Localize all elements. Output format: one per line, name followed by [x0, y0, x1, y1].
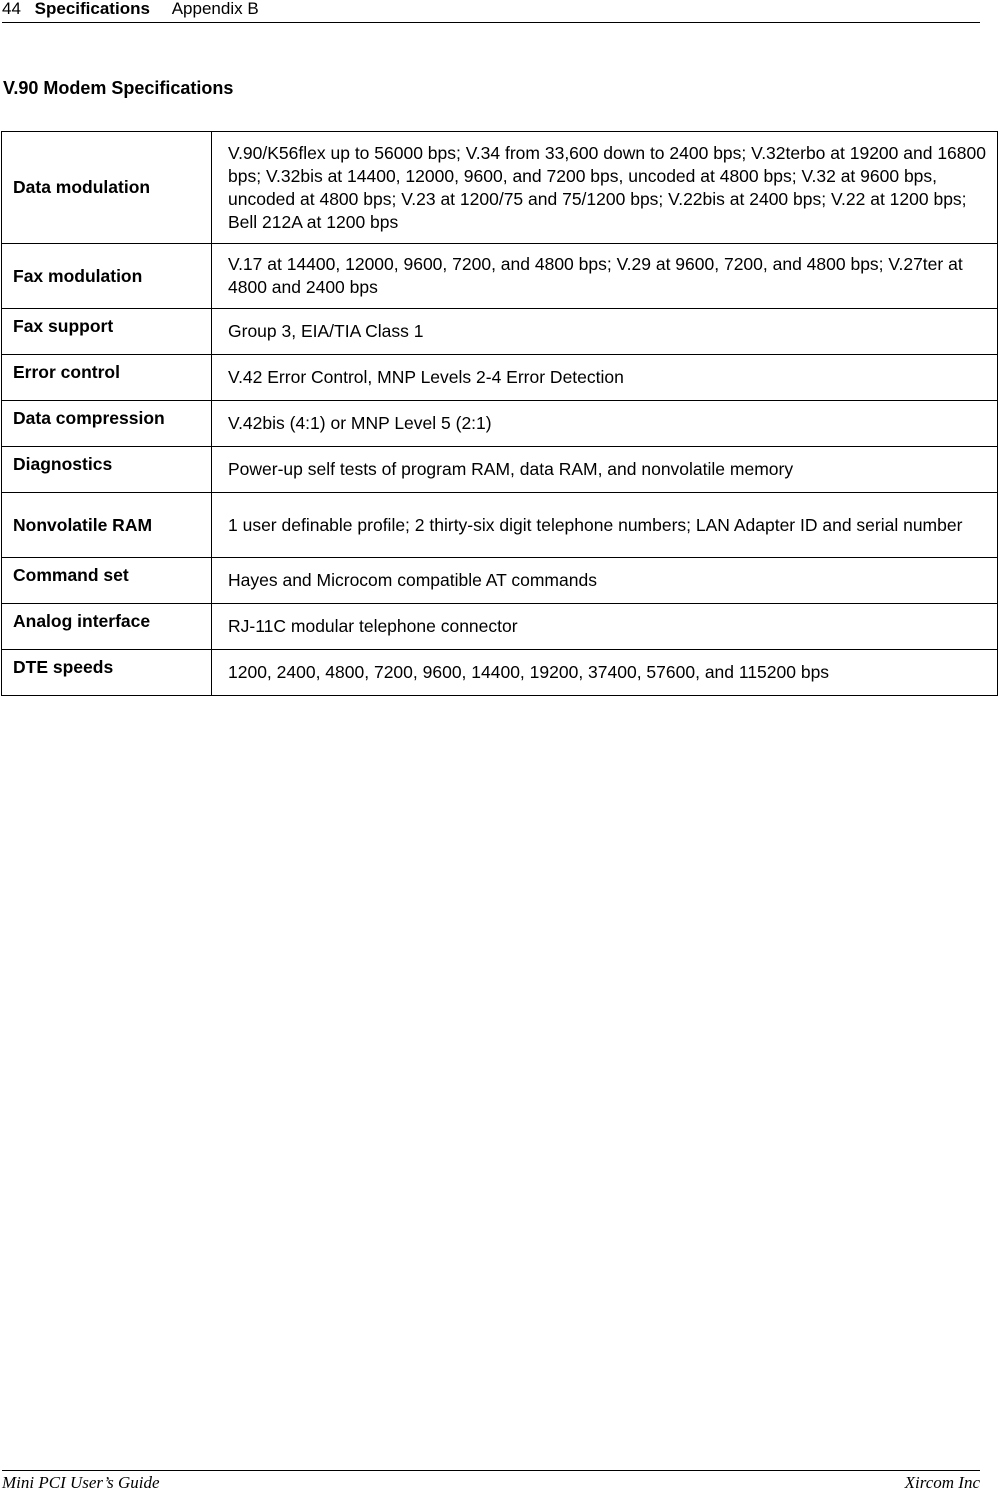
spec-row-fax-support: [2, 309, 998, 355]
page-number: 44: [2, 0, 21, 18]
spec-value: V.17 at 14400, 12000, 9600, 7200, and 4800 bps; V.29 at 9600, 7200, and 4800 bps; V.27ter at 4800 and 2400 bps: [212, 244, 998, 309]
spec-label: Analog interface: [2, 604, 212, 650]
spec-value: Power-up self tests of program RAM, data RAM, and nonvolatile memory: [212, 447, 998, 493]
page-title: V.90 Modem Specifications: [3, 78, 234, 98]
spec-value: V.42 Error Control, MNP Levels 2-4 Error Detection: [212, 355, 998, 401]
spec-label: Error control: [2, 355, 212, 401]
spec-row-diagnostics: [2, 447, 998, 493]
spec-row-error-control: [2, 355, 998, 401]
spec-label: Diagnostics: [2, 447, 212, 493]
spec-value: Hayes and Microcom compatible AT commands: [212, 558, 998, 604]
spec-value: V.42bis (4:1) or MNP Level 5 (2:1): [212, 401, 998, 447]
appendix-label: Appendix B: [171, 0, 259, 18]
page-header: [2, 0, 980, 23]
spec-label: Data modulation: [2, 132, 212, 244]
spec-table: [1, 131, 998, 696]
spec-label: Fax modulation: [2, 244, 212, 309]
spec-label: Data compression: [2, 401, 212, 447]
spec-row-fax-modulation: [2, 244, 998, 309]
spec-row-data-compression: [2, 401, 998, 447]
spec-label: Fax support: [2, 309, 212, 355]
footer-guide-title: Mini PCI User’s Guide: [2, 1473, 160, 1492]
footer-company: Xircom Inc: [904, 1473, 980, 1492]
spec-row-command-set: [2, 558, 998, 604]
section-title: Specifications: [34, 0, 150, 18]
spec-label: Nonvolatile RAM: [2, 493, 212, 558]
spec-value: Group 3, EIA/TIA Class 1: [212, 309, 998, 355]
spec-value: 1200, 2400, 4800, 7200, 9600, 14400, 19200, 37400, 57600, and 115200 bps: [212, 650, 998, 696]
page-footer: [2, 1470, 980, 1493]
spec-row-nonvolatile-ram: [2, 493, 998, 558]
spec-row-dte-speeds: [2, 650, 998, 696]
spec-label: Command set: [2, 558, 212, 604]
spec-row-data-modulation: [2, 132, 998, 244]
spec-label: DTE speeds: [2, 650, 212, 696]
spec-row-analog-interface: [2, 604, 998, 650]
spec-value: V.90/K56flex up to 56000 bps; V.34 from 33,600 down to 2400 bps; V.32terbo at 19200 and 16800 bps; V.32bis at 14400, 12000, 9600, and 7200 bps, uncoded at 4800 bps; V.32 at 9600 bps, uncoded at 4800 bps; V.23 at 1200/75 and 75/1200 bps; V.22bis at 2400 bps; V.22 at 1200 bps; Bell 212A at 1200 bps: [212, 132, 998, 244]
spec-value: RJ-11C modular telephone connector: [212, 604, 998, 650]
spec-value: 1 user definable profile; 2 thirty-six digit telephone numbers; LAN Adapter ID and serial number: [212, 493, 998, 558]
